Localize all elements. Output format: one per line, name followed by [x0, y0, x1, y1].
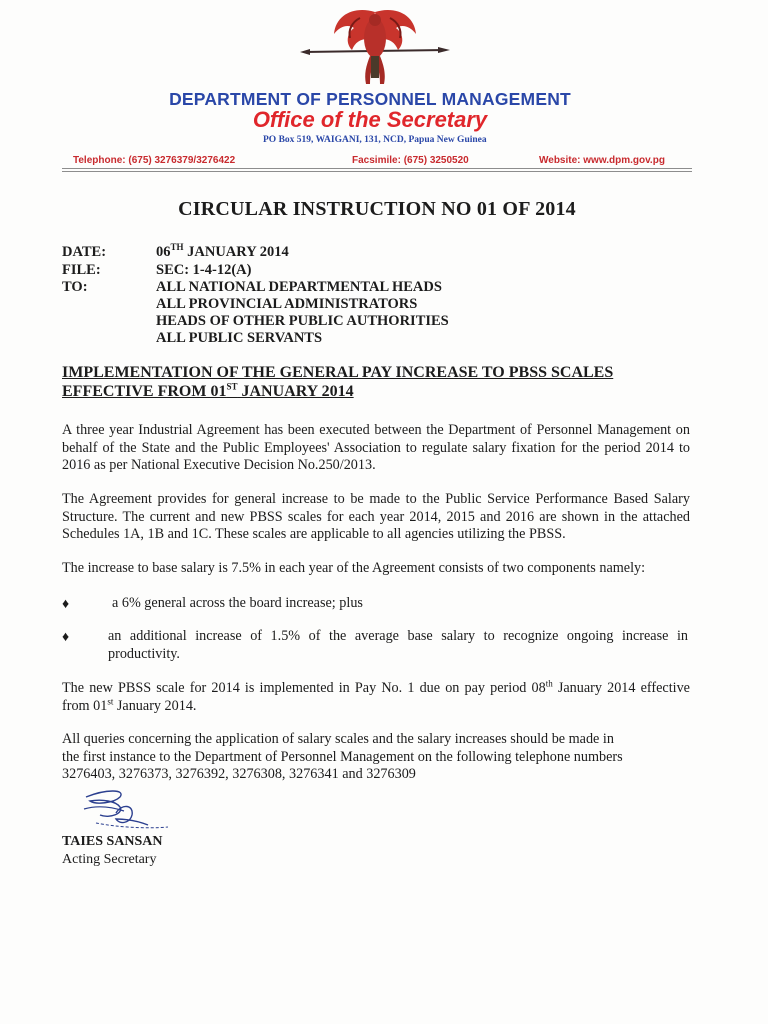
- department-name: DEPARTMENT OF PERSONNEL MANAGEMENT: [169, 89, 571, 109]
- signature-image: [76, 783, 172, 833]
- bullet-item-1: a 6% general across the board increase; plus: [112, 595, 363, 611]
- to-label: TO:: [62, 279, 88, 295]
- recipient-2: ALL PROVINCIAL ADMINISTRATORS: [156, 296, 418, 312]
- circular-title: CIRCULAR INSTRUCTION NO 01 OF 2014: [178, 198, 576, 220]
- header-rule-bottom: [62, 171, 692, 172]
- office-name: Office of the Secretary: [252, 107, 488, 132]
- bird-of-paradise-crest-icon: [300, 4, 450, 86]
- paragraph-implementation: The new PBSS scale for 2014 is implemented in Pay No. 1 due on pay period 08th January 2014 effective from 01st January 2014.: [62, 678, 690, 714]
- file-label: FILE:: [62, 262, 101, 278]
- recipient-4: ALL PUBLIC SERVANTS: [156, 330, 323, 346]
- date-label: DATE:: [62, 244, 107, 260]
- paragraph-increase: The increase to base salary is 7.5% in each year of the Agreement consists of two components namely:: [62, 560, 646, 576]
- recipient-1: ALL NATIONAL DEPARTMENTAL HEADS: [156, 279, 442, 295]
- facsimile-contact: Facsimile: (675) 3250520: [352, 155, 469, 166]
- paragraph-scales: The Agreement provides for general increase to be made to the Public Service Performance Based Salary Structure. The current and new PBSS scales for each year 2014, 2015 and 2016 are shown in the attached Schedules 1A, 1B and 1C. These scales are applicable to all agencies utilizing the PBSS.: [62, 491, 690, 542]
- paragraph-agreement: A three year Industrial Agreement has been executed between the Department of Personnel Management on behalf of the State and the Public Employees' Association to regulate salary fixation for the period 2014 to 2016 as per National Executive Decision No.250/2013.: [62, 422, 690, 473]
- telephone-contact: Telephone: (675) 3276379/3276422: [73, 155, 236, 166]
- diamond-bullet-icon: ♦: [62, 597, 70, 612]
- subject-heading: IMPLEMENTATION OF THE GENERAL PAY INCREASE TO PBSS SCALES EFFECTIVE FROM 01ST JANUARY 2014: [62, 364, 614, 400]
- file-value: SEC: 1-4-12(A): [156, 262, 252, 278]
- paragraph-queries: All queries concerning the application of salary scales and the salary increases should be made in the first instance to the Department of Personnel Management on the following telephone numbers 3276403, 3276373, 3276392, 3276308, 3276341 and 3276309: [62, 731, 623, 782]
- recipient-3: HEADS OF OTHER PUBLIC AUTHORITIES: [156, 313, 449, 329]
- website-contact: Website: www.dpm.gov.pg: [539, 155, 665, 166]
- signatory-name: TAIES SANSAN: [62, 834, 163, 849]
- bullet-item-2: an additional increase of 1.5% of the average base salary to recognize ongoing increase in productivity.: [108, 628, 688, 662]
- postal-address: PO Box 519, WAIGANI, 131, NCD, Papua New Guinea: [263, 135, 487, 145]
- header-rule-top: [62, 168, 692, 169]
- signatory-title: Acting Secretary: [62, 852, 157, 867]
- date-value: 06TH JANUARY 2014: [156, 242, 289, 260]
- diamond-bullet-icon: ♦: [62, 630, 70, 645]
